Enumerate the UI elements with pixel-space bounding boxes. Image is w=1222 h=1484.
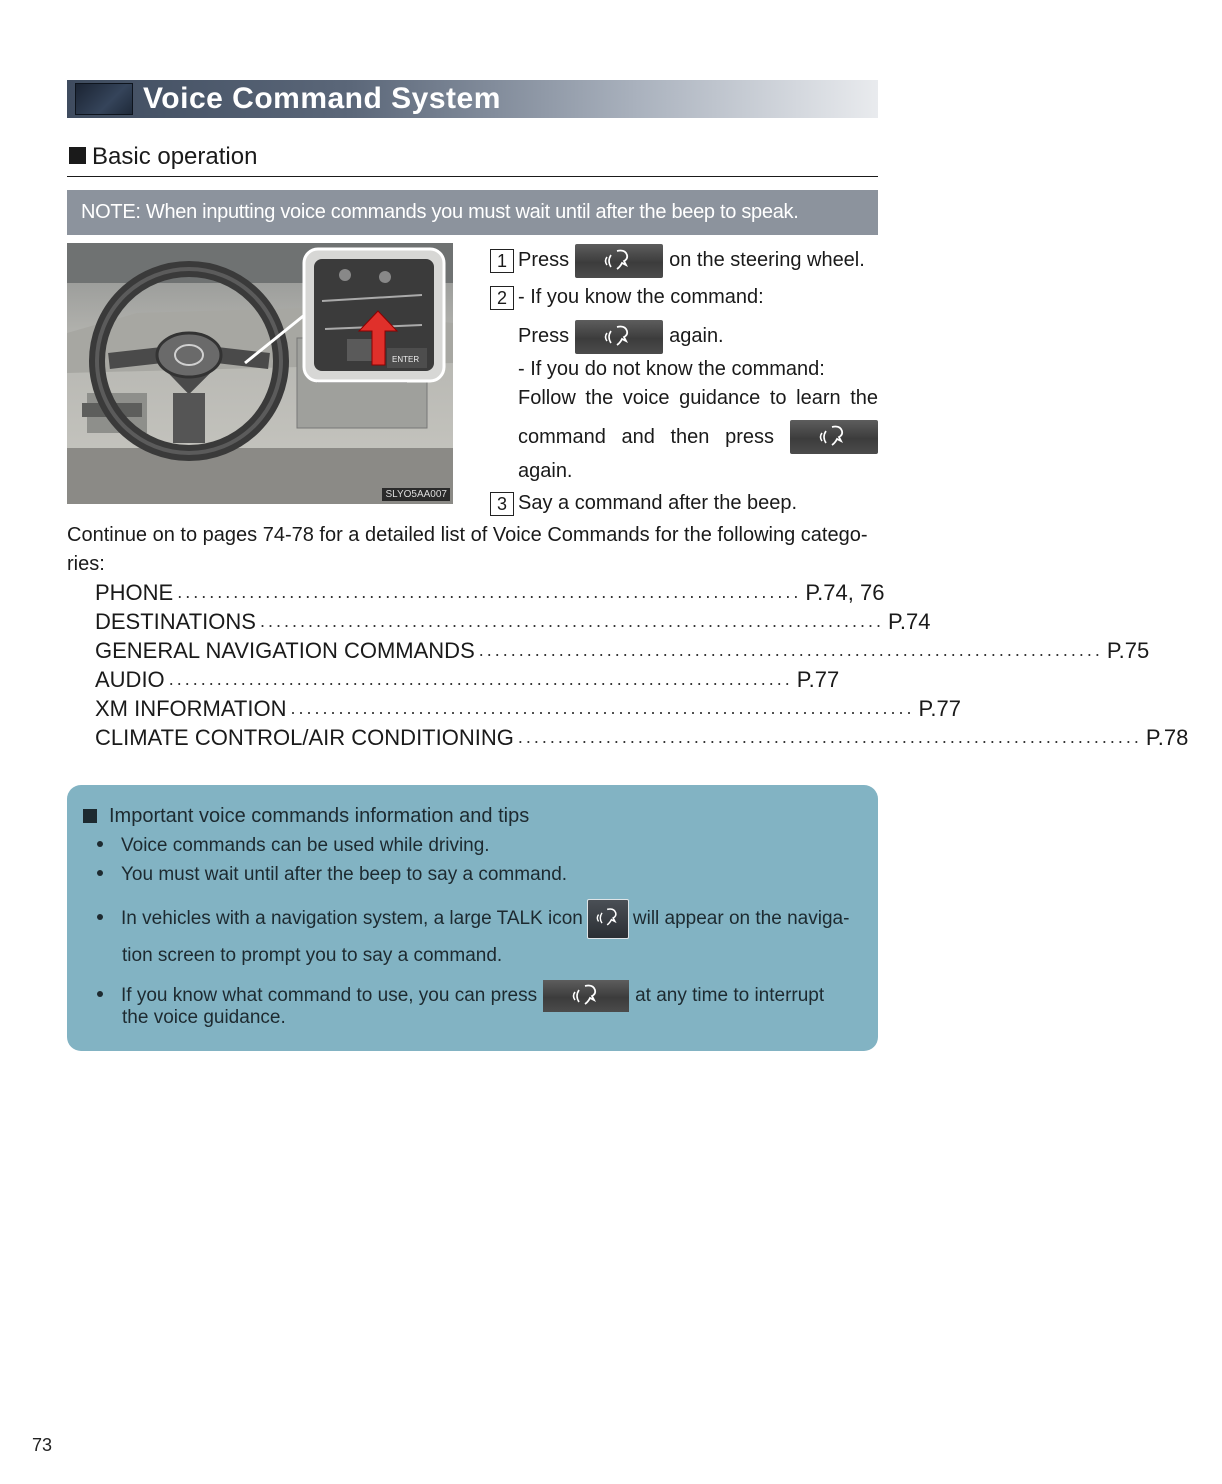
toc-page: P.77 xyxy=(796,667,840,692)
tips-box xyxy=(67,785,878,1051)
step-2-command-text: command and then press xyxy=(518,426,774,448)
square-bullet-icon xyxy=(69,147,86,164)
tip-text: at any time to interrupt xyxy=(635,985,825,1006)
tip-continuation: the voice guidance. xyxy=(122,1007,286,1028)
toc-page: P.77 xyxy=(918,696,961,721)
talk-icon xyxy=(603,323,633,351)
talk-screen-icon xyxy=(587,899,629,939)
toc-label: PHONE xyxy=(95,580,174,605)
toc-page: P.78 xyxy=(1145,725,1189,750)
dot-leader: .............................................................................. xyxy=(177,582,802,602)
note-banner xyxy=(67,190,878,235)
dot-leader: .............................................................................. xyxy=(517,727,1142,747)
toc-label: GENERAL NAVIGATION COMMANDS xyxy=(95,638,475,663)
tip-item xyxy=(97,835,490,857)
step-1-press: Press xyxy=(518,249,570,271)
tip-continuation: tion screen to prompt you to say a command. xyxy=(122,945,503,966)
subheading-text: Basic operation xyxy=(92,143,258,170)
tips-title xyxy=(83,805,529,828)
steering-wheel-illustration xyxy=(67,243,453,504)
step-2-guidance: Follow the voice guidance to learn the xyxy=(518,387,878,409)
title-decoration xyxy=(75,83,133,115)
step-1-rest: on the steering wheel. xyxy=(669,249,865,271)
bullet-icon xyxy=(97,870,103,876)
talk-icon xyxy=(818,423,848,451)
toc-page: P.75 xyxy=(1106,638,1150,663)
tip-text: You must wait until after the beep to say a command. xyxy=(121,864,568,885)
dot-leader: .............................................................................. xyxy=(259,611,885,631)
talk-button-chip xyxy=(575,320,663,354)
toc-page: P.74, 76 xyxy=(805,580,885,605)
dot-leader: .............................................................................. xyxy=(290,698,915,718)
step-2-press: Press xyxy=(518,325,570,347)
toc-row xyxy=(95,578,885,607)
step-number: 3 xyxy=(490,492,514,516)
step-2-again: again. xyxy=(669,325,724,347)
tip-text: will appear on the naviga- xyxy=(632,908,850,930)
tip-text: Voice commands can be used while driving. xyxy=(121,835,490,856)
toc-label: CLIMATE CONTROL/AIR CONDITIONING xyxy=(95,725,514,750)
intro-paragraph: Continue on to pages 74-78 for a detailed list of Voice Commands for the following catego-ries: xyxy=(67,524,868,575)
bullet-icon xyxy=(97,991,103,997)
step-2-final-again: again. xyxy=(518,460,573,482)
tip-item xyxy=(97,864,567,886)
command-category-list xyxy=(95,578,1189,752)
talk-button-chip xyxy=(543,980,629,1012)
step-number: 1 xyxy=(490,249,514,273)
talk-icon xyxy=(571,982,601,1010)
tip-item xyxy=(97,899,849,939)
toc-label: AUDIO xyxy=(95,667,165,692)
toc-label: XM INFORMATION xyxy=(95,696,287,721)
section-title-bar xyxy=(67,80,878,118)
dot-leader: .............................................................................. xyxy=(478,640,1103,660)
tip-text: In vehicles with a navigation system, a large TALK icon xyxy=(121,908,583,930)
step-2-unknown: - If you do not know the command: xyxy=(518,358,825,380)
step-number: 2 xyxy=(490,286,514,310)
bullet-icon xyxy=(97,914,103,920)
page-number: 73 xyxy=(32,1435,53,1455)
square-bullet-icon xyxy=(83,809,97,823)
step-2-known: - If you know the command: xyxy=(518,286,764,308)
step-2-command-press xyxy=(518,420,878,454)
talk-button-chip xyxy=(575,244,663,278)
bullet-icon xyxy=(97,841,103,847)
dot-leader: .............................................................................. xyxy=(168,669,793,689)
toc-page: P.74 xyxy=(888,609,931,634)
image-code: SLYO5AA007 xyxy=(382,488,450,501)
step-3: Say a command after the beep. xyxy=(518,492,798,514)
page-title: Voice Command System xyxy=(143,82,501,115)
toc-row xyxy=(95,636,1150,665)
step-1 xyxy=(518,243,878,278)
note-text: NOTE: When inputting voice commands you must wait until after the beep to speak. xyxy=(81,201,799,223)
subheading xyxy=(67,140,878,177)
talk-icon xyxy=(595,906,621,930)
tip-text: If you know what command to use, you can press xyxy=(121,985,538,1006)
steering-wheel-photo xyxy=(67,243,453,504)
step-2-press-again xyxy=(518,319,878,354)
tips-title-text: Important voice commands information and tips xyxy=(109,805,530,827)
toc-row xyxy=(95,723,1189,752)
toc-label: DESTINATIONS xyxy=(95,609,256,634)
toc-row xyxy=(95,694,961,723)
talk-button-chip xyxy=(790,420,878,454)
enter-label: ENTER xyxy=(392,355,420,364)
toc-row xyxy=(95,665,840,694)
talk-icon xyxy=(603,247,633,275)
toc-row xyxy=(95,607,931,636)
